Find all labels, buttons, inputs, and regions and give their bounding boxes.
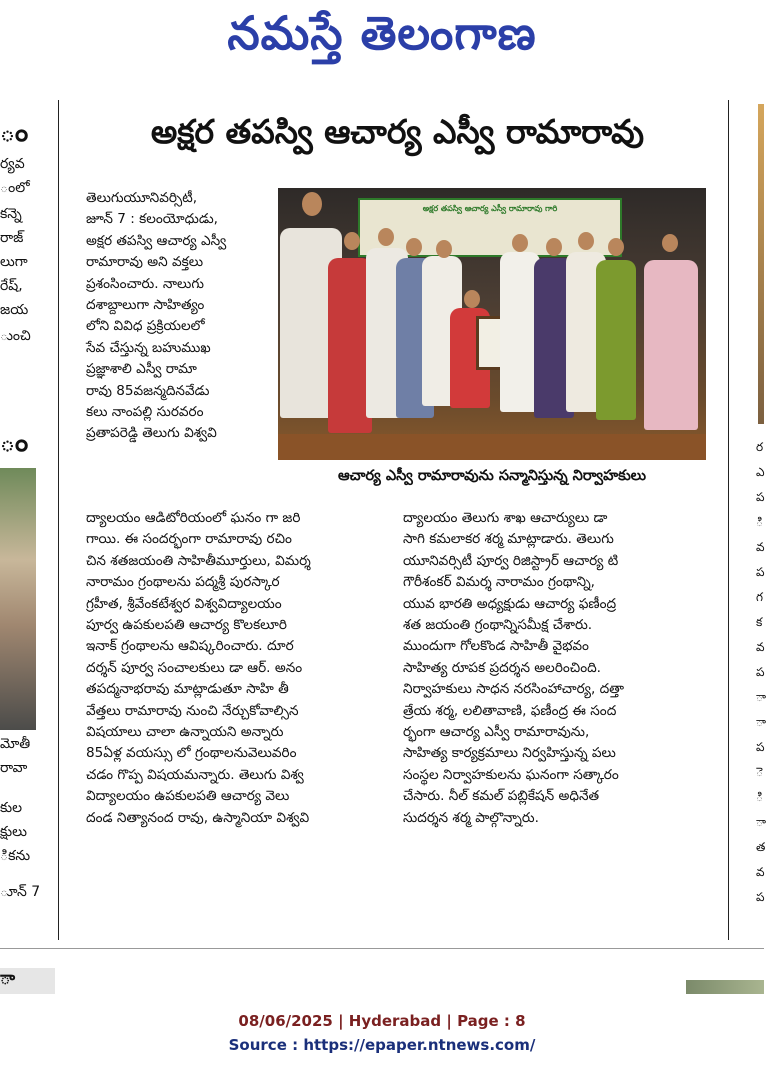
right-fragment-text: ె <box>756 765 763 779</box>
right-fragment-text: ప <box>756 565 765 579</box>
column-2-line: ఇనాక్ గ్రంథాలను ఆవిష్కరించారు. దూర <box>86 638 294 655</box>
column-3-line: త్రేయ శర్మ, లలితావాణి, ఫణీంద్ర ఈ సంద <box>403 702 617 719</box>
right-fragment-text: ప <box>756 890 765 904</box>
right-fragment-text: ా <box>756 715 766 729</box>
column-1-line: ప్రశంసించారు. నాలుగు <box>86 275 204 292</box>
column-1-line: అక్షర తపస్వి ఆచార్య ఎస్వీ <box>86 232 227 249</box>
column-3-line: సాహిత్య రూపక ప్రదర్శన అలరించింది. <box>403 659 601 676</box>
column-3-line: సంస్థల నిర్వాహకులను ఘనంగా సత్కారం <box>403 766 619 783</box>
right-fragment-text: ా <box>756 815 766 829</box>
left-fragment-text: ర్యవ <box>0 156 25 172</box>
right-fragment-text: గ <box>756 590 763 604</box>
article-headline: అక్షర తపస్వి ఆచార్య ఎస్వీ రామారావు <box>150 112 645 151</box>
footer-date-edition: 08/06/2025 | Hyderabad | Page : 8 <box>238 1012 526 1030</box>
column-1-line: రామారావు అని వక్తలు <box>86 254 204 271</box>
left-fragment-text: ుంచి <box>0 328 31 344</box>
column-1-line: తెలుగుయూనివర్సిటీ, <box>86 190 198 206</box>
left-fragment-text: కన్నె <box>0 206 22 222</box>
right-fragment-text: ి <box>756 790 763 804</box>
bottom-right-photo-fragment <box>686 980 764 994</box>
article-column-1 <box>86 188 272 445</box>
vertical-divider-left <box>58 100 59 940</box>
column-2-line: గ్రహీత, శ్రీవేంకటేశ్వర విశ్వవిద్యాలయం <box>86 595 282 612</box>
footer-source-link[interactable]: Source : https://epaper.ntnews.com/ <box>228 1036 536 1054</box>
right-neighbor-column <box>732 100 764 940</box>
column-2-line: తపద్మనాభరావు మాట్లాడుతూ సాహి తీ <box>86 681 289 698</box>
photo-caption: ఆచార్య ఎస్వీ రామారావును సన్మానిస్తున్న నిర్వాహకులు <box>337 468 647 484</box>
column-3-line: సాహిత్య కార్యక్రమాలు నిర్వహిస్తున్న పలు <box>403 745 616 762</box>
column-3-line: ముందుగా గోలకొండ సాహితీ వైభవం <box>403 638 589 655</box>
right-neighbor-photo <box>758 104 764 424</box>
right-fragment-text: ప <box>756 490 765 504</box>
column-1-line: రావు 85వజన్మదినవేడు <box>86 382 210 399</box>
column-3-line: చేసారు. నీల్ కమల్ పబ్లికేషన్ అధినేత <box>403 788 600 805</box>
right-fragment-text: ర <box>756 440 764 454</box>
vertical-divider-right <box>728 100 729 940</box>
column-2-line: వేత్తలు రామారావు నుంచి నేర్చుకోవాల్సిన <box>86 702 299 719</box>
column-2-line: చిన శతజయంతి సాహితీమూర్తులు, విమర్శ <box>86 552 311 569</box>
column-2-line: చడం గొప్ప విషయమన్నారు. తెలుగు విశ్వ <box>86 766 304 783</box>
column-1-line: కలు నాంపల్లి సురవరం <box>86 404 204 421</box>
column-1-line: ప్రజ్ఞాశాలి ఎస్వీ రామా <box>86 361 197 378</box>
right-fragment-text: త <box>756 840 766 854</box>
column-2-line: విషయాలు చాలా ఉన్నాయని అన్నారు <box>86 724 284 741</box>
column-2-line: ద్యాలయం ఆడిటోరియంలో ఘనం గా జరి <box>86 510 301 526</box>
column-3-line: సుదర్శన శర్మ పాల్గొన్నారు. <box>403 809 539 826</box>
column-1-line: ప్రతాపరెడ్డి తెలుగు విశ్వవి <box>86 425 217 442</box>
column-1-line: లోని వివిధ ప్రక్రియలలో <box>86 318 205 335</box>
bottom-left-fragment-text: ా <box>0 968 16 989</box>
column-2-line: పూర్వ ఉపకులపతి ఆచార్య కొలకలూరి <box>86 617 287 634</box>
left-fragment-text: రావా <box>0 760 28 776</box>
column-3-line: ద్యాలయం తెలుగు శాఖ ఆచార్యులు డా <box>403 510 608 526</box>
left-fragment-text: ూన్ 7 <box>0 884 41 900</box>
left-fragment-text: మోతీ <box>0 736 31 752</box>
right-fragment-text: వ <box>756 540 765 554</box>
left-fragment-text: రాజ్ <box>0 230 24 246</box>
left-fragment-text: ం <box>0 428 29 458</box>
column-3-line: యువ భారతి అధ్యక్షుడు ఆచార్య ఫణీంద్ర <box>403 595 617 612</box>
left-fragment-text: ికను <box>0 848 31 864</box>
left-neighbor-photo <box>0 468 36 730</box>
column-3-line: నిర్వాహకులు సాధన నరసింహాచార్య, దత్తా <box>403 681 625 698</box>
left-fragment-text: ం <box>0 118 29 148</box>
column-2-line: దర్శన్ పూర్వ సంచాలకులు డా ఆర్. అనం <box>86 659 303 676</box>
article-column-3 <box>403 508 721 829</box>
column-1-line: జూన్ 7 : కలంయోధుడు, <box>86 211 218 228</box>
right-fragment-text: ప <box>756 665 765 679</box>
column-2-line: దండ నిత్యానంద రావు, ఉస్మానియా విశ్వవి <box>86 809 310 826</box>
masthead <box>0 0 764 78</box>
right-fragment-text: ి <box>756 515 763 529</box>
right-fragment-text: ఎ <box>756 465 765 479</box>
left-fragment-text: రేష్, <box>0 278 23 294</box>
bottom-left-fragment <box>0 968 55 994</box>
photo-banner-text: అక్షర తపస్వి ఆచార్య ఎస్వీ రామారావు గారి <box>422 204 558 213</box>
right-fragment-text: వ <box>756 640 765 654</box>
column-1-line: సేవ చేస్తున్న బహుముఖ <box>86 339 211 356</box>
masthead-title: నమస్తే తెలంగాణ <box>227 6 537 60</box>
right-fragment-text: క <box>756 615 763 629</box>
right-fragment-text: ా <box>756 690 766 704</box>
article-photo <box>278 188 706 460</box>
column-2-line: 85ఏళ్ల వయస్సు లో గ్రంథాలనువెలువరిం <box>86 745 297 762</box>
column-3-line: ర్భంగా ఆచార్య ఎస్వీ రామారావును, <box>403 724 590 741</box>
left-fragment-text: జయ <box>0 302 29 318</box>
left-fragment-text: కుల <box>0 800 23 816</box>
left-fragment-text: లుగా <box>0 254 28 270</box>
left-fragment-text: ంలో <box>0 180 30 196</box>
column-3-line: యూనివర్సిటీ పూర్వ రిజిస్ట్రార్ ఆచార్య టి <box>403 552 619 569</box>
horizontal-divider-bottom <box>0 948 764 949</box>
column-3-line: గౌరీశంకర్ విమర్శ నారామం గ్రంథాన్ని, <box>403 574 595 591</box>
column-3-line: శత జయంతి గ్రంథాన్నిసమీక్ష చేశారు. <box>403 617 593 634</box>
column-1-line: దశాబ్దాలుగా సాహిత్యం <box>86 297 205 314</box>
column-2-line: విద్యాలయం ఉపకులపతి ఆచార్య వెలు <box>86 788 290 805</box>
left-fragment-text: క్షులు <box>0 824 27 840</box>
right-fragment-text: ప <box>756 740 765 754</box>
column-2-line: గాయి. ఈ సందర్భంగా రామారావు రచిం <box>86 531 292 548</box>
column-3-line: సాగి కమలాకర శర్మ మాట్లాడారు. తెలుగు <box>403 531 614 548</box>
right-fragment-text: వ <box>756 865 765 879</box>
article-column-2 <box>86 508 382 829</box>
column-2-line: నారామం గ్రంథాలను పద్మశ్రీ పురస్కార <box>86 574 280 591</box>
